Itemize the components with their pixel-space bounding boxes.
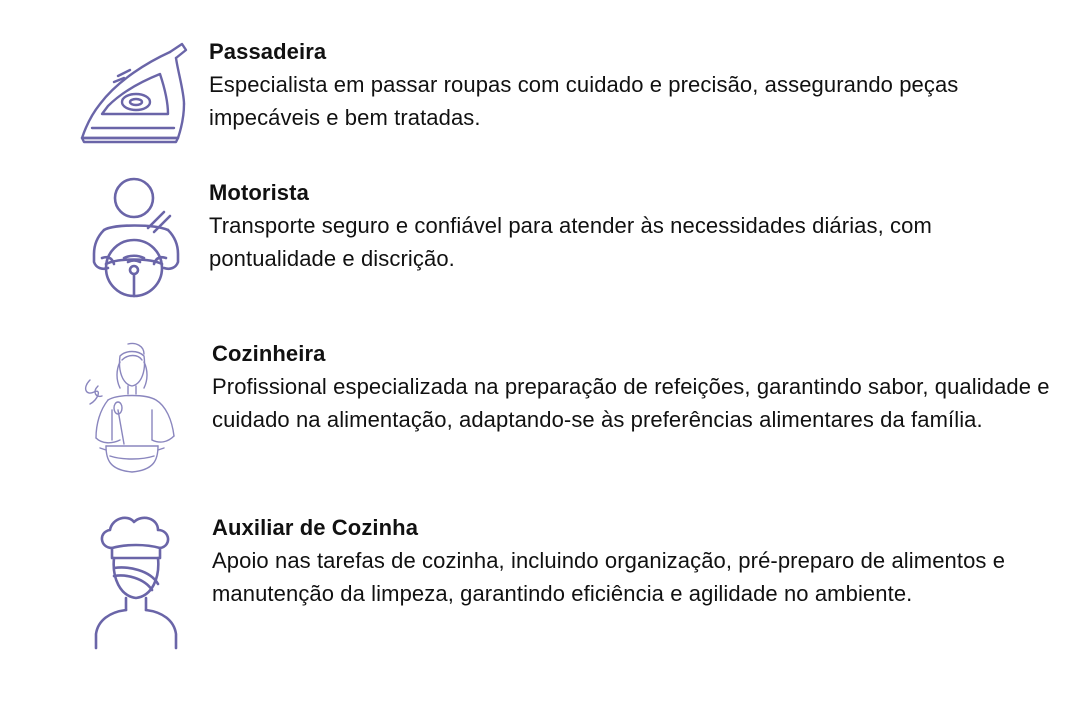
- chef-hat-person-icon: [92, 514, 180, 650]
- service-description: Transporte seguro e confiável para atender às necessidades diárias, com pontualidade e discrição.: [209, 213, 932, 271]
- woman-cooking-pot-icon: [82, 340, 178, 476]
- driver-steering-wheel-icon: [88, 178, 184, 298]
- service-title: Auxiliar de Cozinha: [212, 515, 419, 540]
- service-title: Motorista: [209, 180, 309, 205]
- service-title: Passadeira: [209, 39, 327, 64]
- service-description: Especialista em passar roupas com cuidado e precisão, assegurando peças impecáveis e bem tratadas.: [209, 72, 959, 130]
- service-description: Profissional especializada na preparação de refeições, garantindo sabor, qualidade e cuidado na alimentação, adaptando-se às preferências alimentares da família.: [212, 374, 1050, 432]
- service-description: Apoio nas tarefas de cozinha, incluindo organização, pré-preparo de alimentos e manutenção da limpeza, garantindo eficiência e agilidade no ambiente.: [212, 548, 1006, 606]
- steam-iron-icon: [78, 42, 190, 146]
- service-title: Cozinheira: [212, 341, 326, 366]
